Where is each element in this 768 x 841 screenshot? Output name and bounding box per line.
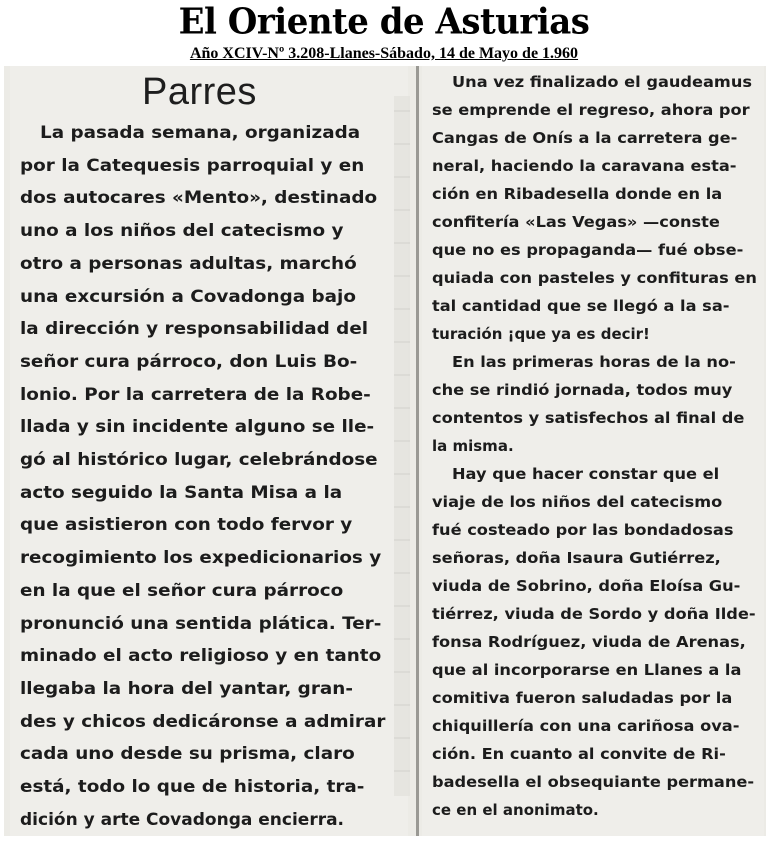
article-line: Cangas de Onís a la carretera ge- xyxy=(432,129,738,147)
issue-text: Año XCIV-Nº 3.208-Llanes-Sábado, 14 de Mayo de 1.960 xyxy=(189,45,579,62)
article-line: Hay que hacer constar que el xyxy=(452,465,720,483)
article-line: neral, haciendo la caravana esta- xyxy=(432,157,737,175)
article-line: que no es propaganda— fué obse- xyxy=(432,241,744,259)
article-line: se emprende el regreso, ahora por xyxy=(432,101,750,119)
article-column-left xyxy=(10,66,408,836)
article-line: gó al histórico lugar, celebrándose xyxy=(20,450,378,470)
article-line: viaje de los niños del catecismo xyxy=(432,493,723,511)
masthead xyxy=(0,0,768,66)
article-column-right xyxy=(422,66,764,836)
newspaper-title: El Oriente de Asturias xyxy=(178,1,590,43)
article-line: uno a los niños del catecismo y xyxy=(20,221,344,242)
article-line: ción. En cuanto al convite de Ri- xyxy=(432,745,726,763)
article-line: contentos y satisfechos al final de xyxy=(432,409,745,427)
article-line: quiada con pasteles y confituras en xyxy=(432,269,757,287)
article-line: dición y arte Covadonga encierra. xyxy=(20,809,345,830)
article-line: Una vez finalizado el gaudeamus xyxy=(452,73,753,91)
article-line: llegaba la hora del yantar, gran- xyxy=(20,678,353,699)
article-line: dos autocares «Mento», destinado xyxy=(20,188,378,209)
article-line: llada y sin incidente alguno se lle- xyxy=(20,417,375,438)
article-line: minado el acto religioso y en tanto xyxy=(20,646,382,667)
article-line: confitería «Las Vegas» —conste xyxy=(432,213,720,231)
adjacent-column-bleed xyxy=(394,96,410,796)
article-line: tal cantidad que se llegó a la sa- xyxy=(432,297,730,315)
article-line: viuda de Sobrino, doña Eloísa Gu- xyxy=(432,577,741,595)
article-line: por la Catequesis parroquial y en xyxy=(20,155,365,176)
article-line: una excursión a Covadonga bajo xyxy=(20,286,356,307)
column-divider xyxy=(416,66,419,836)
article-line: está, todo lo que de historia, tra- xyxy=(20,777,365,797)
article-line: que al incorporarse en Llanes a la xyxy=(432,661,742,679)
article-line: tiérrez, viuda de Sordo y doña Ilde- xyxy=(432,605,756,623)
article-line: señoras, doña Isaura Gutiérrez, xyxy=(432,549,721,567)
article-line: En las primeras horas de la no- xyxy=(452,353,736,371)
article-line: otro a personas adultas, marchó xyxy=(20,253,357,274)
article-line: fonsa Rodríguez, viuda de Arenas, xyxy=(432,633,746,651)
article-line: ción en Ribadesella donde en la xyxy=(432,185,723,203)
article-line: la misma. xyxy=(432,437,514,455)
article-line: cada uno desde su prisma, claro xyxy=(20,744,355,765)
article-line: lonio. Por la carretera de la Robe- xyxy=(20,384,371,405)
article-line: comitiva fueron saludadas por la xyxy=(432,689,733,707)
article-line: acto seguido la Santa Misa a la xyxy=(20,482,343,503)
article-line: chiquillería con una cariñosa ova- xyxy=(432,717,740,735)
article-line: che se rindió jornada, todos muy xyxy=(432,381,733,399)
article-line: ce en el anonimato. xyxy=(432,801,599,819)
section-heading: Parres xyxy=(142,71,257,113)
article-line: la dirección y responsabilidad del xyxy=(20,319,369,340)
article-line: que asistieron con todo fervor y xyxy=(20,515,353,536)
issue-line xyxy=(0,45,768,63)
article-line: des y chicos dedicáronse a admirar xyxy=(20,711,386,732)
article-line: señor cura párroco, don Luis Bo- xyxy=(20,351,358,372)
article-line: en la que el señor cura párroco xyxy=(20,580,344,601)
article-line: pronunció una sentida plática. Ter- xyxy=(20,613,382,634)
article-line: recogimiento los expedicionarios y xyxy=(20,548,382,569)
article-line: fué costeado por las bondadosas xyxy=(432,521,734,539)
article-line: La pasada semana, organizada xyxy=(40,123,361,143)
article-line: turación ¡que ya es decir! xyxy=(432,325,650,343)
article-line: badesella el obsequiante permane- xyxy=(432,773,755,791)
